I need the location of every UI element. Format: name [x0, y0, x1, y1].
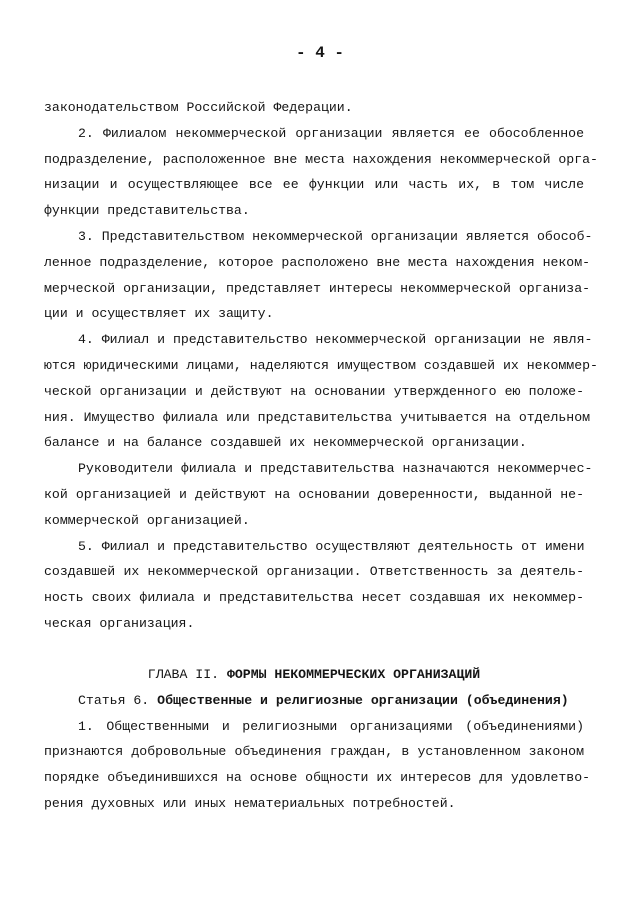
text-line: 4. Филиал и представительство некоммерческой организации не явля-: [78, 332, 593, 348]
chapter-heading: [44, 662, 584, 688]
text-line: ческой организации и действуют на основании утвержденного ею положе-: [44, 383, 584, 399]
text-line: создавшей их некоммерческой организации. Ответственность за деятель-: [44, 564, 584, 580]
text-line: ленное подразделение, которое расположено вне места нахождения неком-: [44, 254, 591, 270]
chapter-section: [44, 662, 591, 817]
article-heading: [44, 688, 584, 714]
text-line: балансе и на балансе создавшей их некоммерческой организации.: [44, 435, 527, 451]
page-number: - 4 -: [295, 44, 344, 62]
text-line: 1. Общественными и религиозными организациями (объединениями): [78, 718, 584, 734]
text-line: 5. Филиал и представительство осуществляют деятельность от имени: [78, 538, 585, 554]
document-body: [44, 95, 598, 637]
text-line: ческая организация.: [44, 615, 195, 631]
text-line: порядке объединившихся на основе общности их интересов для удовлетво-: [44, 770, 591, 786]
text-line: 3. Представительством некоммерческой организации является обособ-: [78, 228, 593, 244]
text-line: законодательством Российской Федерации.: [44, 100, 353, 115]
text-line: 2. Филиалом некоммерческой организации является ее обособленное: [78, 125, 584, 141]
text-line: подразделение, расположенное вне места нахождения некоммерческой орга-: [44, 151, 598, 167]
chapter-label: ГЛАВА II.: [147, 667, 220, 682]
text-line: ность своих филиала и представительства несет создавшая их некоммер-: [44, 590, 584, 606]
text-line: ции и осуществляет их защиту.: [44, 306, 274, 322]
text-line: функции представительства.: [44, 203, 250, 219]
text-line: низации и осуществляющее все ее функции или часть их, в том числе: [44, 177, 584, 193]
text-line: признаются добровольные объединения граждан, в установленном законом: [44, 744, 584, 760]
text-line: коммерческой организацией.: [44, 512, 250, 528]
chapter-title: ФОРМЫ НЕКОММЕРЧЕСКИХ ОРГАНИЗАЦИЙ: [226, 667, 481, 682]
text-line: Руководители филиала и представительства назначаются некоммерчес-: [78, 461, 593, 477]
text-line: рения духовных или иных нематериальных потребностей.: [44, 795, 456, 811]
text-line: кой организацией и действуют на основании доверенности, выданной не-: [44, 486, 584, 502]
article-title: Общественные и религиозные организации (объединения): [157, 692, 569, 708]
text-line: мерческой организации, представляет интересы некоммерческой организа-: [44, 280, 591, 296]
article-label: Статья 6.: [78, 692, 150, 708]
text-line: ния. Имущество филиала или представительства учитывается на отдельном: [44, 409, 591, 425]
text-line: ются юридическими лицами, наделяются имуществом создавшей их некоммер-: [44, 357, 598, 373]
